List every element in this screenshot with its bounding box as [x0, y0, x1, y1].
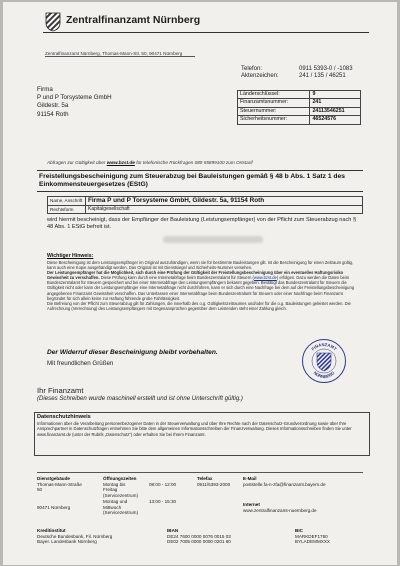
- footer-heading: E-Mail: [243, 476, 257, 481]
- footer-line: Thomas-Mann-Straße: [37, 481, 82, 487]
- note-prefix: Abfragen zur Gültigkeit über: [47, 160, 106, 165]
- footer-line: Mittwoch: [103, 504, 122, 510]
- id-value: 241: [310, 99, 361, 107]
- svg-text:NÜRNBERG: [313, 370, 336, 379]
- notice-bold: Der Leistungsempfänger hat die Möglichkeit, sich durch eine Prüfung der Gültigkeit der Freistellungsbescheinigung über ein eventuelles Haftungsrisiko Gewissheit zu verschaffen.: [47, 270, 344, 281]
- header-rule: [43, 32, 369, 33]
- bavaria-coat-of-arms-icon: [45, 12, 61, 32]
- document-page: [3, 2, 397, 565]
- title-rule-top: [37, 170, 363, 171]
- footer-heading: Internet: [243, 502, 260, 507]
- tax-id-table: [237, 90, 361, 125]
- footer-bic: [295, 528, 330, 545]
- legal-form-value: Kapitalgesellschaft: [86, 205, 363, 214]
- id-label: Sicherheitsnummer:: [238, 116, 310, 124]
- id-label: Länderschlüssel:: [238, 91, 310, 99]
- table-row: [238, 116, 361, 124]
- id-label: Steuernummer:: [238, 107, 310, 115]
- sender-rule: [45, 56, 195, 57]
- footer-email: [243, 476, 326, 487]
- footer-line: Freitag: [103, 487, 118, 493]
- phone-reference: [241, 66, 353, 73]
- recipient-line: 91154 Roth: [37, 110, 69, 118]
- revocation-reserve: Der Widerruf dieser Bescheinigung bleibt vorbehalten.: [47, 349, 218, 356]
- footer-line: 0911/5393-2000: [197, 481, 231, 487]
- recipient-line: P und P Torsysteme GmbH: [37, 94, 112, 102]
- footer-line: 90471 Nürnberg: [37, 505, 71, 511]
- notice-paragraph: Die Befreiung von der Pflicht zum Steuerabzug gilt für Zahlungen, die innerhalb des o.g. Gültigkeitszeitraumes und/oder für die o.g. Bauleistungen geleistet werden. Die Aufrechnung (Verrechnung) des Leistungsempfängers mit Gegenansprüchen gegenüber dem Leistenden steht einer Zahlung gleich.: [47, 300, 351, 311]
- note-suffix: für telefonische Rückfragen 089 55899100 zum Ortstarif: [136, 160, 253, 165]
- file-reference: [241, 73, 346, 80]
- footer-fax: [197, 476, 230, 487]
- footer-heading: Öffnungszeiten: [103, 476, 137, 481]
- important-notice: [47, 253, 357, 311]
- notice-text: Diese Prüfung kann durch eine Internetabfrage beim Bundeszentralamt für Steuern (: [100, 275, 254, 281]
- notice-paragraph: [47, 270, 357, 301]
- recipient-line: Firma: [37, 86, 53, 93]
- file-number-label: Aktenzeichen:: [241, 73, 279, 79]
- footer-line: Deutsche Bundesbank, Fil. Nürnberg: [37, 533, 113, 539]
- phone-label: Telefon:: [241, 66, 263, 72]
- id-value: 24113546251: [310, 107, 361, 115]
- seal-top-text: FINANZAMT: [310, 341, 338, 352]
- exemption-statement: wird hiermit bescheinigt, dass der Empfänger der Bauleistung (Leistungsempfänger) von der Pflicht zum Steuerabzug nach § 48 Abs. 1 EStG befreit ist.: [47, 217, 357, 231]
- footer-line: BYLADEMMXXX: [295, 539, 330, 545]
- recipient-address: [37, 86, 112, 119]
- footer-rule: [37, 472, 363, 473]
- svg-text:FINANZAMT: [310, 342, 338, 352]
- id-value: 9: [310, 91, 361, 99]
- closing-office: Ihr Finanzamt: [37, 386, 84, 395]
- notice-title: Wichtiger Hinweis:: [47, 253, 94, 259]
- footer-line: Montag und: [103, 498, 128, 504]
- footer-iban: [167, 528, 231, 545]
- website-link[interactable]: www.zentralfinanzamt-nuernberg.de: [243, 507, 317, 513]
- notice-text: ) erfolgen. Dazu werden die Daten beim Bundeszentralamt für Steuern gespeichert und bei einer Internetabfrage den Leistungsempfängern bekannt gegeben. Bestätigt das Bundeszentralamt für Steuern die Gültigkeit nicht oder kann der Leistungsempfänger eine Internetabfrage nicht durchführen, kann er sich durch eine Nachfrage bei dem auf der Freistellungsbescheinigung angegebenen Finanzamt Gewissheit verschaffen. Das Unterlassen einer Internetabfrage beim Bundeszentralamt für Steuern oder einer Nachfrage beim Finanzamt begründet für sich allein keine zur Haftung führende grobe Fahrlässigkeit.: [47, 275, 354, 301]
- privacy-text: Informationen über die Verarbeitung personenbezogener Daten in der Steuerverwaltung und über Ihre Rechte nach der Datenschutz-Grundverordnung sowie über Ihre Ansprechpartner in Datenschutzfragen entnehmen Sie bitte dem allgemeinen Informationsschreiben der Finanzverwaltung. Dieses Informationsschreiben finden Sie unter www.finanzamt.de (unter der Rubrik „Datenschutz“) oder erhalten Sie bei Ihrem Finanzamt.: [37, 421, 352, 437]
- seal-bottom-text: NÜRNBERG: [312, 370, 336, 380]
- file-number-value: 241 / 135 / 46251: [299, 73, 346, 79]
- validity-check-note: [47, 160, 253, 165]
- bzst-link[interactable]: www.bzst.de: [253, 275, 277, 281]
- sender-return-address: Zentralfinanzamt Nürnberg, Thomas-Mann-Str. 50, 90471 Nürnberg: [45, 51, 183, 56]
- table-row: [48, 197, 363, 206]
- company-table: [47, 196, 363, 214]
- table-row: [48, 205, 363, 214]
- phone-value: 0911 5393-0 / -1083: [299, 66, 353, 72]
- footer-office: [37, 476, 82, 511]
- table-row: [238, 99, 361, 107]
- legal-form-label: Rechtsform: [48, 205, 86, 214]
- footer-hours: [103, 476, 138, 516]
- footer-line: MARKDEF1760: [295, 533, 328, 539]
- redacted-area: [163, 236, 263, 243]
- id-value: 46524576: [310, 116, 361, 124]
- recipient-line: Gildestr. 5a: [37, 102, 69, 110]
- privacy-title: Datenschutzhinweis: [37, 414, 91, 420]
- email-link[interactable]: poststelle.fa-n-zfa@finanzamt.bayern.de: [243, 481, 326, 487]
- bzst-link[interactable]: www.bzst.de: [106, 160, 135, 165]
- authority-name: Zentralfinanzamt Nürnberg: [66, 14, 201, 26]
- footer-web: [243, 502, 317, 513]
- footer-line: DE24 7600 0000 0076 0015 03: [167, 533, 231, 539]
- notice-paragraph: Diese Bescheinigung ist dem Leistungsempfänger im Original auszuhändigen, wenn sie für bestimmte Bauleistungen gilt. Ist die Bescheinigung für einen Zeitraum gültig, kann auch eine Kopie ausgehändigt werden. Das Original ist mit Dienstsiegel und Sicherheits-Nummer versehen.: [47, 260, 354, 271]
- footer-heading: Dienstgebäude: [37, 476, 70, 481]
- id-label: Finanzamtsnummer:: [238, 99, 310, 107]
- name-label: Name, Anschrift: [48, 197, 86, 206]
- footer-heading: IBAN: [167, 528, 179, 533]
- document-title: Freistellungsbescheinigung zum Steuerabzug bei Bauleistungen gemäß § 48 b Abs. 1 Satz 1 des Einkommensteuergesetzes (EStG): [39, 173, 345, 189]
- footer-heading: Telefax: [197, 476, 213, 481]
- footer-line: (Servicezentrum): [103, 510, 138, 516]
- official-seal-icon: [301, 338, 347, 384]
- footer-line: (Servicezentrum): [103, 493, 138, 499]
- footer-bank: [37, 528, 112, 545]
- footer-hours-time-b: 13:00 - 15:30: [149, 498, 177, 504]
- table-row: [238, 91, 361, 99]
- machine-generated-note: (Dieses Schreiben wurde maschinell erstellt und ist ohne Unterschrift gültig.): [37, 395, 243, 402]
- footer-line: Bayer. Landesbank Nürnberg: [37, 539, 97, 545]
- footer-line: Montag bis: [103, 481, 126, 487]
- footer-heading: Kreditinstitut: [37, 528, 66, 533]
- footer-hours-time-a: 08:00 - 12:00: [149, 481, 177, 487]
- greeting: Mit freundlichen Grüßen: [47, 360, 114, 367]
- footer-line: DE02 7005 0000 0000 0201 60: [167, 539, 231, 545]
- table-row: [238, 107, 361, 115]
- footer-heading: BIC: [295, 528, 303, 533]
- footer-line: 50: [37, 487, 43, 493]
- title-rule-bottom: [37, 191, 363, 192]
- company-name: Firma P und P Torsysteme GmbH, Gildestr. 5a, 91154 Roth: [86, 197, 363, 206]
